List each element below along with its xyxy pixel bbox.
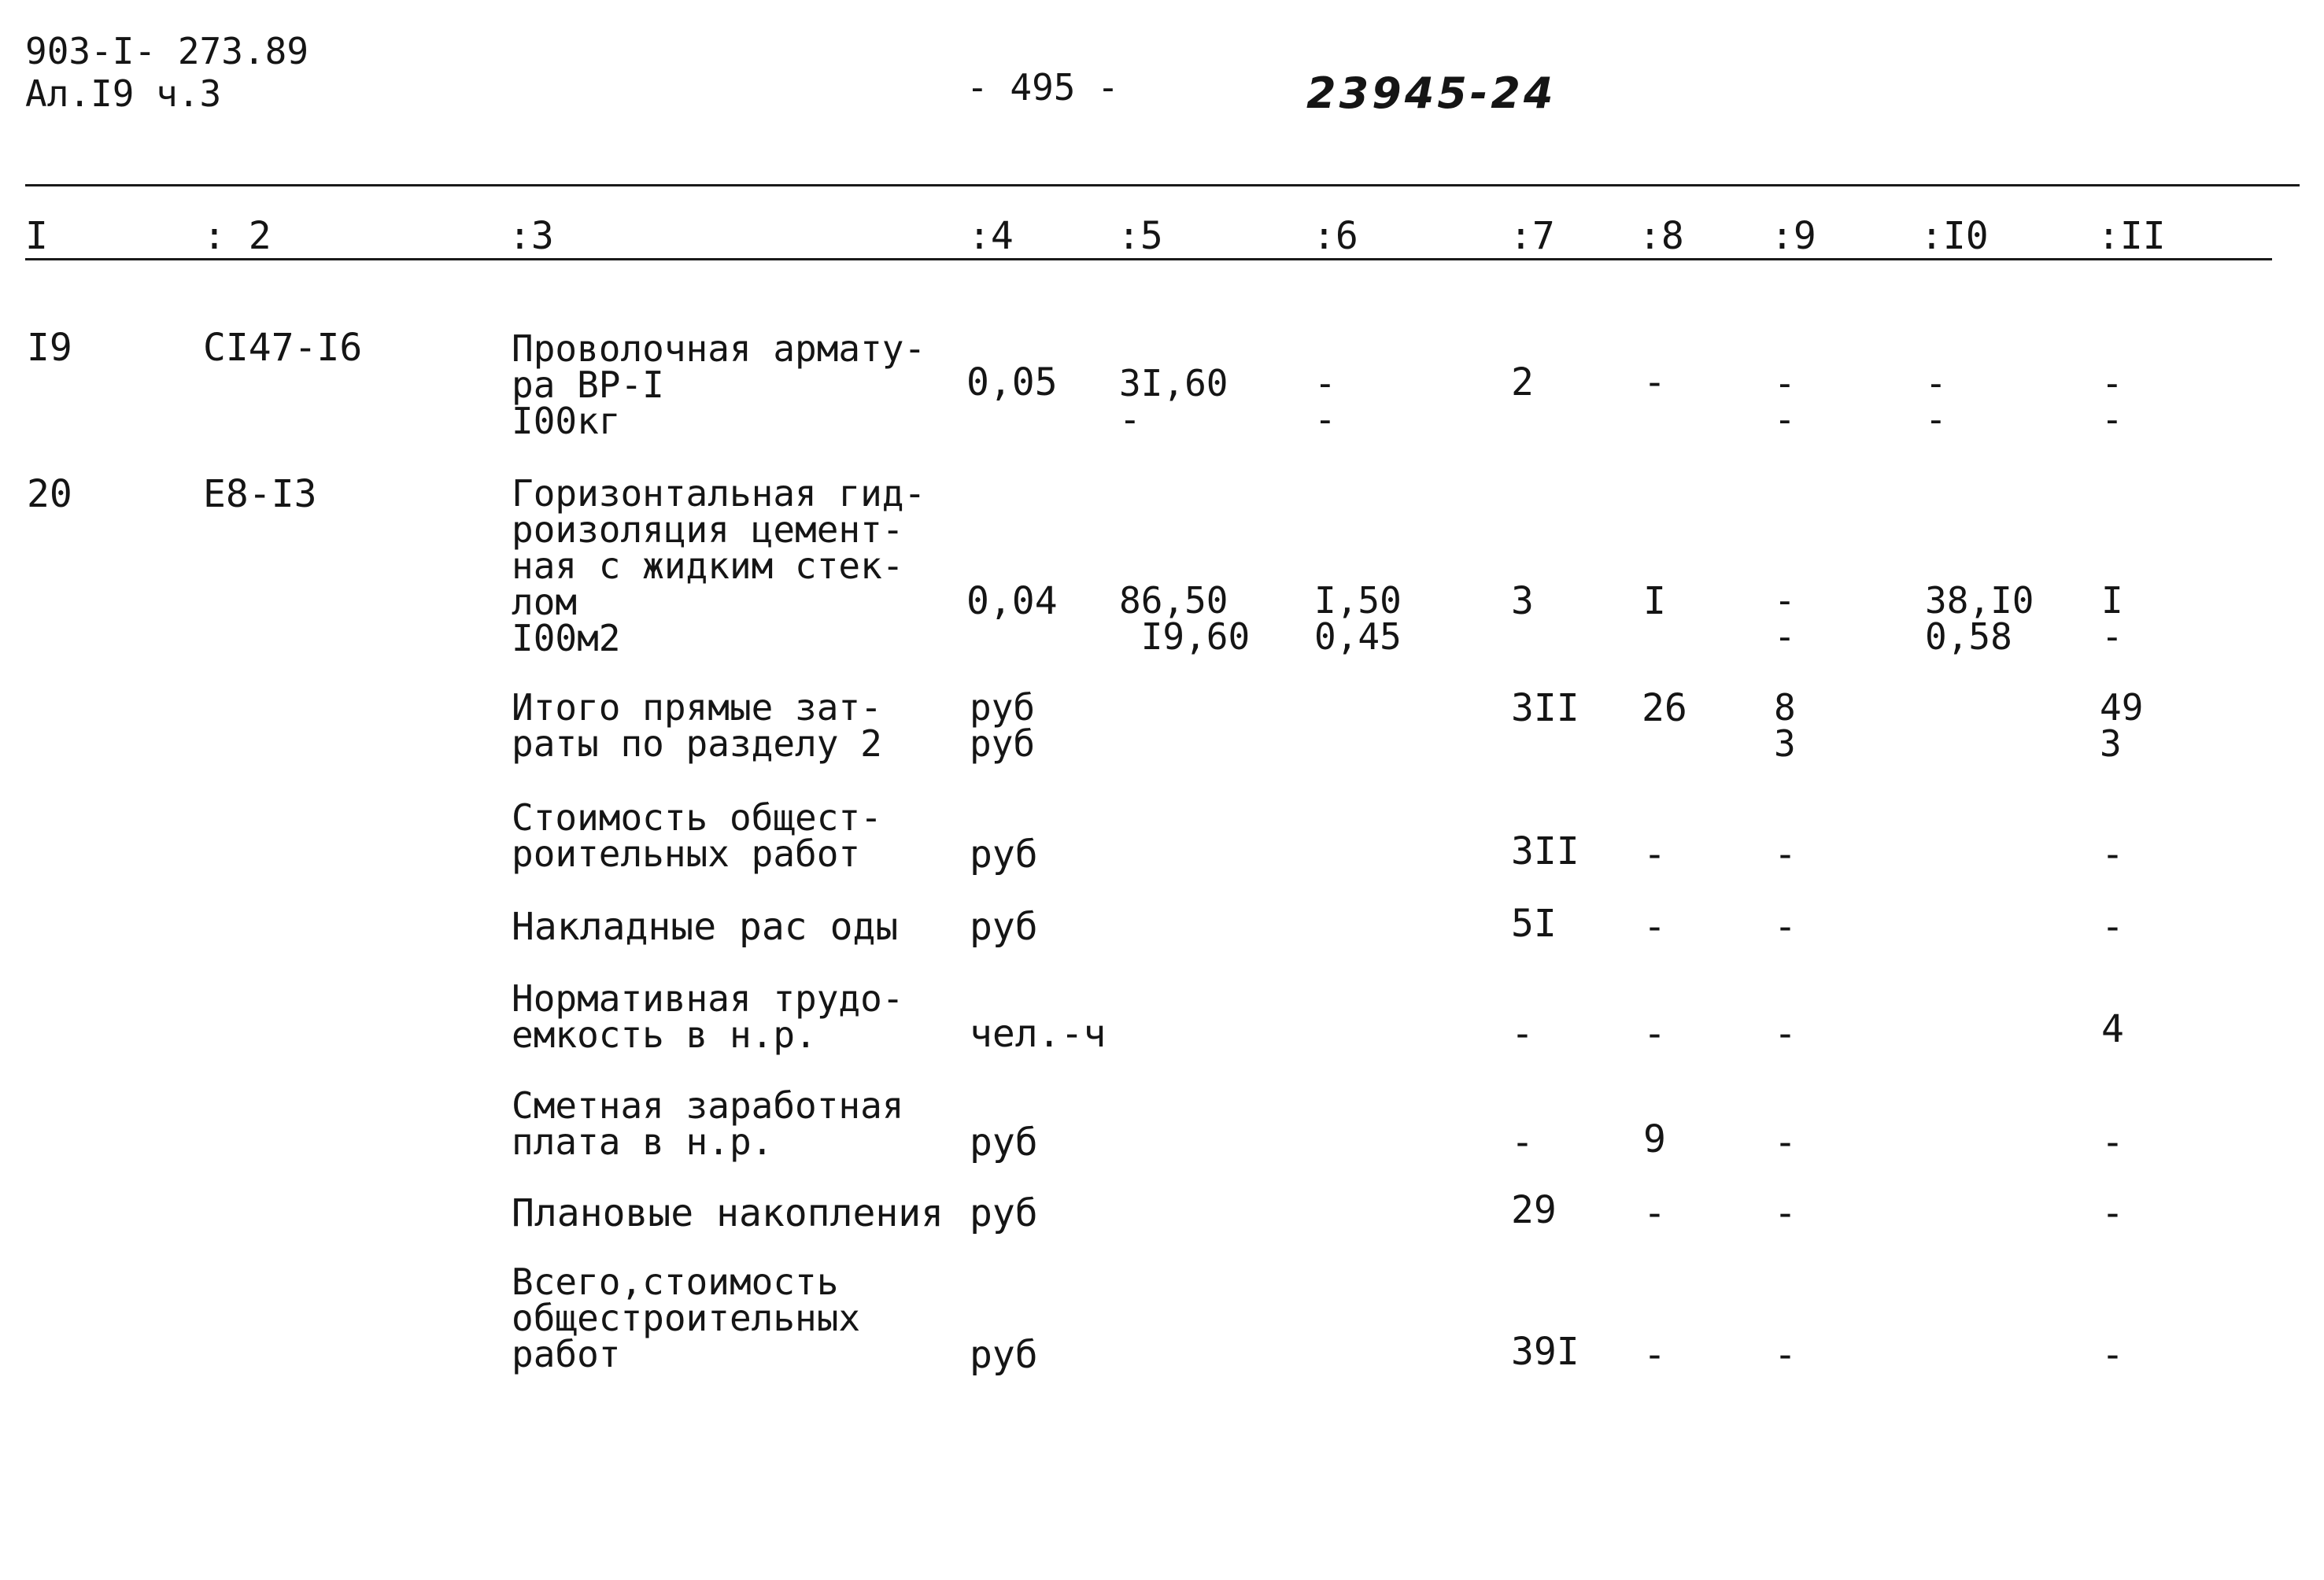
cell-col11: 4: [2101, 1007, 2124, 1051]
cell-col11: -: [2101, 1333, 2124, 1377]
summary-label: Накладные рас оды: [512, 905, 899, 949]
summary-unit: руб: [970, 1333, 1038, 1377]
cell-col11: -: [2101, 1191, 2124, 1235]
header-underline: [25, 258, 2272, 260]
cell-col5: 86,50 I9,60: [1119, 579, 1251, 658]
summary-unit: руб руб: [970, 686, 1036, 765]
cell-col7: 39I: [1511, 1330, 1580, 1374]
cell-col8: I: [1643, 579, 1666, 623]
summary-unit: руб: [970, 1120, 1038, 1165]
column-header-9: :9: [1771, 214, 1816, 258]
cell-col8: -: [1643, 360, 1666, 404]
cell-col4: 0,05: [966, 360, 1058, 404]
document-code: 903-I- 273.89: [25, 30, 309, 72]
column-header-4: :4: [968, 214, 1014, 258]
cell-col7: 3II: [1511, 686, 1580, 730]
summary-unit: руб: [970, 832, 1038, 877]
cell-col6: - -: [1314, 362, 1336, 441]
summary-unit: чел.-ч: [970, 1012, 1107, 1056]
summary-label: Всего,стоимость общестроительных работ: [512, 1261, 861, 1375]
column-header-3: :3: [508, 214, 554, 258]
summary-label: Стоимость общест- роительных работ: [512, 796, 882, 875]
cell-col5: 3I,60 -: [1119, 362, 1229, 441]
cell-col8: -: [1643, 1012, 1666, 1056]
cell-col11: - -: [2101, 362, 2123, 441]
row-description: Проволочная армату- ра ВР-I I00кг: [512, 327, 926, 442]
row-description: Горизонтальная гид- роизоляция цемент- ная с жидким стек- лом I00м2: [512, 472, 926, 659]
cell-col9: 8 3: [1774, 686, 1796, 765]
cell-col7: 3II: [1511, 829, 1580, 873]
column-header-11: :II: [2097, 214, 2166, 258]
page-number: - 495 -: [966, 66, 1119, 109]
column-header-8: :8: [1639, 214, 1684, 258]
summary-unit: руб: [970, 1191, 1038, 1235]
cell-col8: -: [1643, 832, 1666, 877]
column-header-6: :6: [1313, 214, 1358, 258]
column-header-5: :5: [1118, 214, 1163, 258]
summary-label: Плановые накопления: [512, 1191, 944, 1235]
row-number: 20: [27, 472, 72, 516]
cell-col7: 29: [1511, 1188, 1557, 1232]
summary-unit: руб: [970, 905, 1038, 949]
cell-col9: - -: [1774, 579, 1796, 658]
cell-col10: 38,I0 0,58: [1925, 579, 2034, 658]
cell-col9: -: [1774, 1012, 1797, 1056]
cell-col11: -: [2101, 905, 2124, 949]
cell-col8: -: [1643, 1191, 1666, 1235]
column-header-7: :7: [1509, 214, 1555, 258]
summary-label: Итого прямые зат- раты по разделу 2: [512, 686, 882, 765]
cell-col7: 5I: [1511, 902, 1557, 946]
cell-col4: 0,04: [966, 579, 1058, 623]
cell-col7: -: [1511, 1012, 1534, 1056]
cell-col7: -: [1511, 1120, 1534, 1165]
column-header-2: : 2: [203, 214, 272, 258]
cell-col9: -: [1774, 905, 1797, 949]
row-number: I9: [27, 326, 72, 370]
column-header-10: :I0: [1920, 214, 1989, 258]
cell-col7: 2: [1511, 360, 1534, 404]
cell-col9: -: [1774, 1333, 1797, 1377]
cell-col9: -: [1774, 1120, 1797, 1165]
cell-col8: 9: [1643, 1117, 1666, 1161]
cell-col7: 3: [1511, 579, 1534, 623]
cell-col11: I -: [2101, 579, 2123, 658]
cell-col9: -: [1774, 1191, 1797, 1235]
cell-col11: 49 3: [2100, 686, 2144, 765]
summary-label: Сметная заработная плата в н.р.: [512, 1084, 904, 1163]
cell-col9: - -: [1774, 362, 1796, 441]
cell-col6: I,50 0,45: [1314, 579, 1402, 658]
album-part: Ал.I9 ч.3: [25, 72, 222, 115]
cell-col9: -: [1774, 832, 1797, 877]
cell-col8: -: [1643, 1333, 1666, 1377]
row-code: E8-I3: [203, 472, 317, 516]
cell-col11: -: [2101, 1120, 2124, 1165]
row-code: CI47-I6: [203, 326, 363, 370]
handwritten-number: 23945-24: [1306, 68, 1557, 118]
cell-col8: -: [1643, 905, 1666, 949]
column-header-1: I: [25, 214, 48, 258]
cell-col10: - -: [1925, 362, 1947, 441]
cell-col11: -: [2101, 832, 2124, 877]
top-rule: [25, 184, 2300, 186]
cell-col8: 26: [1642, 686, 1687, 730]
summary-label: Нормативная трудо- емкость в н.р.: [512, 977, 904, 1056]
